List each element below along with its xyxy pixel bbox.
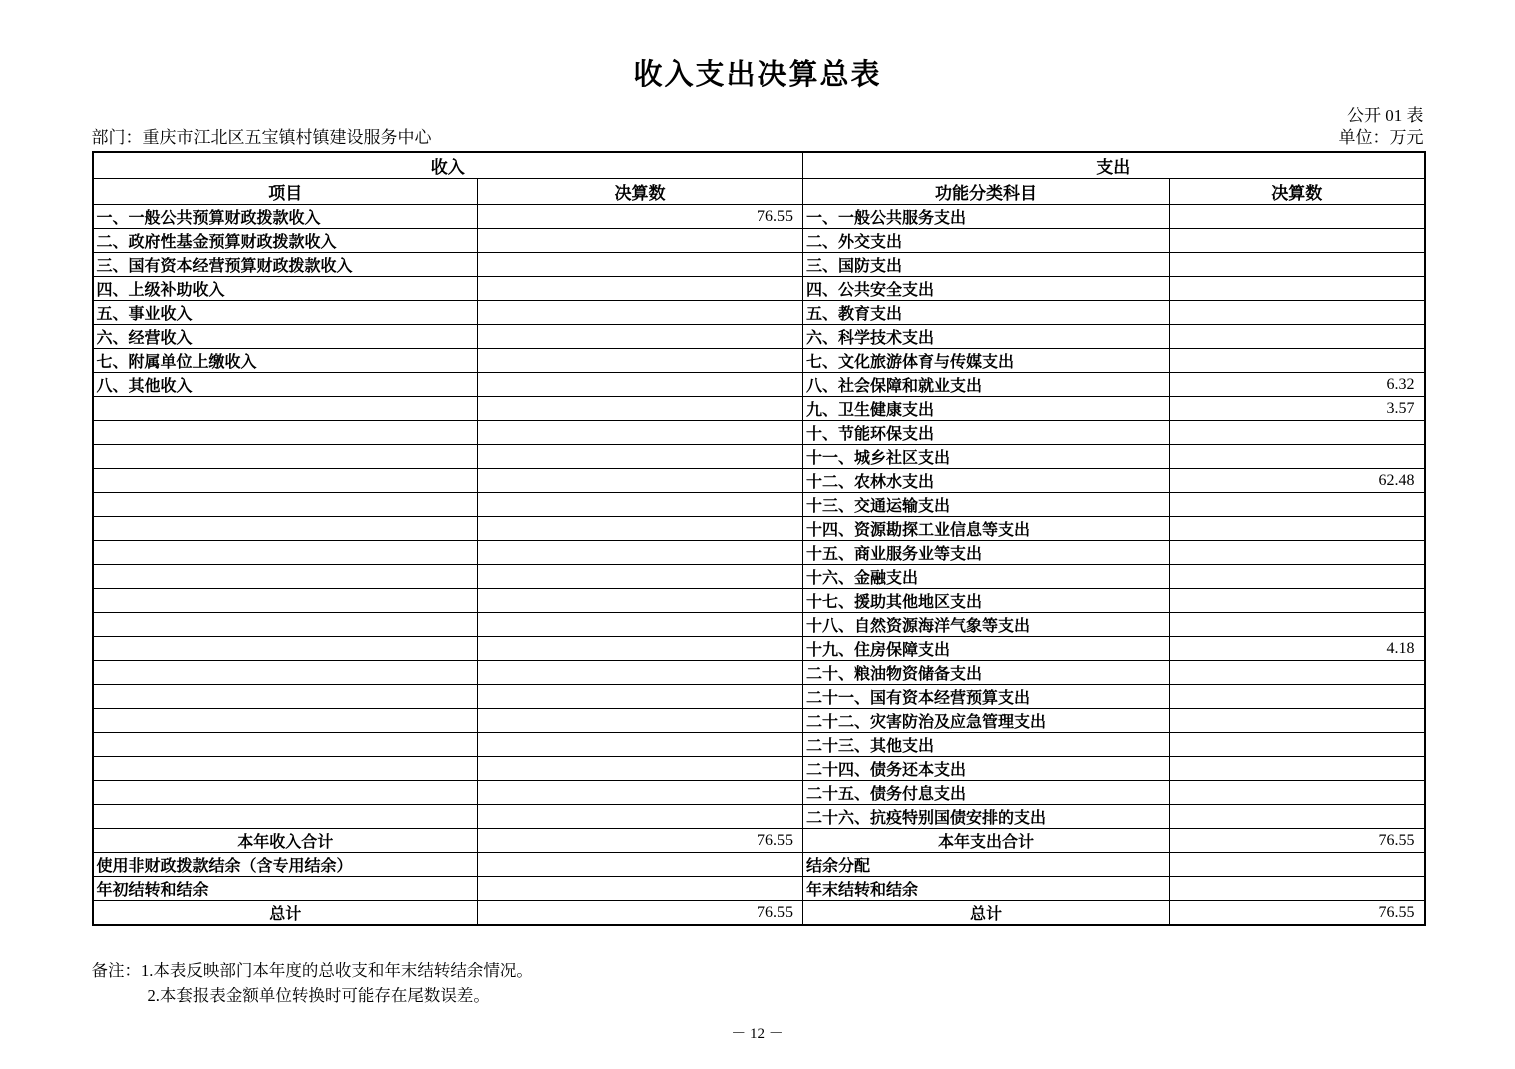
expense-amount-value	[1170, 421, 1425, 445]
table-row	[93, 325, 1425, 349]
income-amount-value	[478, 757, 803, 781]
table-row	[93, 421, 1425, 445]
table-row	[93, 709, 1425, 733]
expense-amount-value	[1170, 517, 1425, 541]
expense-amount-value	[1170, 877, 1425, 901]
income-amount-value	[478, 397, 803, 421]
expense-amount-value	[1170, 589, 1425, 613]
expense-item-label: 十二、农林水支出	[803, 469, 1170, 493]
income-amount-value	[478, 421, 803, 445]
income-item-label	[93, 637, 478, 661]
expense-item-label: 十、节能环保支出	[803, 421, 1170, 445]
income-item-label	[93, 469, 478, 493]
table-row	[93, 661, 1425, 685]
table-row	[93, 733, 1425, 757]
income-amount-value	[478, 325, 803, 349]
expense-amount-value	[1170, 229, 1425, 253]
income-item-label: 五、事业收入	[93, 301, 478, 325]
income-item-label: 年初结转和结余	[93, 877, 478, 901]
expense-amount-value	[1170, 853, 1425, 877]
meta-line	[92, 127, 1424, 149]
expense-item-label: 十六、金融支出	[803, 565, 1170, 589]
department-label: 部门：重庆市江北区五宝镇村镇建设服务中心	[91, 128, 432, 147]
income-item-col-header: 项目	[93, 179, 478, 205]
income-amount-value: 76.55	[478, 901, 803, 926]
expense-item-label: 八、社会保障和就业支出	[803, 373, 1170, 397]
table-row	[93, 517, 1425, 541]
expense-amount-value	[1170, 301, 1425, 325]
table-row	[93, 685, 1425, 709]
expense-item-label: 二十四、债务还本支出	[803, 757, 1170, 781]
income-item-label	[93, 805, 478, 829]
income-amount-value	[478, 877, 803, 901]
income-amount-value	[478, 733, 803, 757]
expense-item-label: 二十一、国有资本经营预算支出	[803, 685, 1170, 709]
income-item-label	[93, 733, 478, 757]
income-item-label	[93, 565, 478, 589]
income-amount-value	[478, 229, 803, 253]
expense-item-label: 十四、资源勘探工业信息等支出	[803, 517, 1170, 541]
expense-amount-value	[1170, 733, 1425, 757]
table-row	[93, 805, 1425, 829]
expense-amount-value	[1170, 205, 1425, 229]
income-amount-value	[478, 253, 803, 277]
table-row	[93, 565, 1425, 589]
expense-item-label: 十八、自然资源海洋气象等支出	[803, 613, 1170, 637]
notes	[92, 958, 1424, 1008]
document-sheet	[92, 0, 1424, 1008]
table-code-label: 公开 01 表	[1347, 106, 1424, 125]
income-item-label	[93, 517, 478, 541]
expense-item-label: 一、一般公共服务支出	[803, 205, 1170, 229]
expense-item-label: 二十五、债务付息支出	[803, 781, 1170, 805]
income-item-label	[93, 661, 478, 685]
expense-amount-value: 76.55	[1170, 901, 1425, 926]
income-item-label	[93, 493, 478, 517]
expense-amount-col-header: 决算数	[1170, 179, 1425, 205]
income-amount-value	[478, 301, 803, 325]
expense-item-label: 九、卫生健康支出	[803, 397, 1170, 421]
income-item-label: 使用非财政拨款结余（含专用结余）	[93, 853, 478, 877]
table-row	[93, 757, 1425, 781]
table-row	[93, 853, 1425, 877]
income-amount-value	[478, 781, 803, 805]
income-item-label	[93, 685, 478, 709]
expense-amount-value: 76.55	[1170, 829, 1425, 853]
expense-item-label: 六、科学技术支出	[803, 325, 1170, 349]
income-item-label: 六、经营收入	[93, 325, 478, 349]
expense-amount-value	[1170, 709, 1425, 733]
income-amount-value	[478, 613, 803, 637]
expense-amount-value	[1170, 565, 1425, 589]
expense-item-col-header: 功能分类科目	[803, 179, 1170, 205]
table-row	[93, 541, 1425, 565]
expense-item-label: 二十、粮油物资储备支出	[803, 661, 1170, 685]
income-amount-col-header: 决算数	[478, 179, 803, 205]
expense-amount-value: 62.48	[1170, 469, 1425, 493]
table-row	[93, 901, 1425, 926]
income-item-label	[93, 613, 478, 637]
table-row	[93, 277, 1425, 301]
expense-amount-value	[1170, 541, 1425, 565]
income-item-label: 四、上级补助收入	[93, 277, 478, 301]
table-row	[93, 829, 1425, 853]
column-header-row	[93, 179, 1425, 205]
expense-amount-value	[1170, 613, 1425, 637]
income-item-label: 八、其他收入	[93, 373, 478, 397]
page-number: － 12 －	[731, 1026, 784, 1042]
income-item-label	[93, 781, 478, 805]
income-amount-value: 76.55	[478, 829, 803, 853]
expense-item-label: 十三、交通运输支出	[803, 493, 1170, 517]
expense-amount-value	[1170, 253, 1425, 277]
table-row	[93, 781, 1425, 805]
expense-amount-value: 4.18	[1170, 637, 1425, 661]
income-item-label	[93, 445, 478, 469]
income-item-label: 本年收入合计	[93, 829, 478, 853]
income-section-header: 收入	[93, 152, 803, 179]
expense-item-label: 二十六、抗疫特别国债安排的支出	[803, 805, 1170, 829]
expense-amount-value	[1170, 325, 1425, 349]
income-amount-value	[478, 373, 803, 397]
expense-amount-value	[1170, 805, 1425, 829]
table-row	[93, 445, 1425, 469]
table-row	[93, 469, 1425, 493]
expense-amount-value	[1170, 349, 1425, 373]
income-item-label	[93, 709, 478, 733]
income-item-label	[93, 541, 478, 565]
expense-item-label: 十五、商业服务业等支出	[803, 541, 1170, 565]
expense-item-label: 五、教育支出	[803, 301, 1170, 325]
income-item-label	[93, 421, 478, 445]
income-item-label	[93, 589, 478, 613]
income-item-label: 二、政府性基金预算财政拨款收入	[93, 229, 478, 253]
income-item-label	[93, 397, 478, 421]
table-row	[93, 397, 1425, 421]
expense-item-label: 年末结转和结余	[803, 877, 1170, 901]
expense-item-label: 二、外交支出	[803, 229, 1170, 253]
table-row	[93, 253, 1425, 277]
notes-line-2: 2.本套报表金额单位转换时可能存在尾数误差。	[147, 986, 490, 1005]
expense-item-label: 七、文化旅游体育与传媒支出	[803, 349, 1170, 373]
income-item-label	[93, 757, 478, 781]
expense-item-label: 十九、住房保障支出	[803, 637, 1170, 661]
notes-line-1: 备注：1.本表反映部门本年度的总收支和年末结转结余情况。	[91, 961, 533, 980]
expense-item-label: 四、公共安全支出	[803, 277, 1170, 301]
page-title: 收入支出决算总表	[633, 59, 882, 91]
expense-amount-value	[1170, 661, 1425, 685]
expense-amount-value	[1170, 757, 1425, 781]
income-amount-value	[478, 805, 803, 829]
income-amount-value	[478, 661, 803, 685]
income-item-label: 三、国有资本经营预算财政拨款收入	[93, 253, 478, 277]
expense-item-label: 总计	[803, 901, 1170, 926]
income-amount-value	[478, 469, 803, 493]
table-row	[93, 373, 1425, 397]
expense-item-label: 结余分配	[803, 853, 1170, 877]
accounts-table	[92, 151, 1426, 926]
expense-amount-value	[1170, 445, 1425, 469]
table-row	[93, 637, 1425, 661]
expense-amount-value: 3.57	[1170, 397, 1425, 421]
expense-amount-value	[1170, 277, 1425, 301]
table-body	[93, 205, 1425, 926]
expense-item-label: 二十三、其他支出	[803, 733, 1170, 757]
section-header-row	[93, 152, 1425, 179]
income-amount-value	[478, 541, 803, 565]
income-amount-value	[478, 853, 803, 877]
unit-label: 单位：万元	[1338, 128, 1424, 147]
income-item-label: 总计	[93, 901, 478, 926]
table-row	[93, 229, 1425, 253]
expense-amount-value	[1170, 493, 1425, 517]
table-row	[93, 493, 1425, 517]
expense-item-label: 三、国防支出	[803, 253, 1170, 277]
income-amount-value	[478, 637, 803, 661]
table-row	[93, 877, 1425, 901]
income-item-label: 七、附属单位上缴收入	[93, 349, 478, 373]
expense-amount-value	[1170, 781, 1425, 805]
expense-amount-value: 6.32	[1170, 373, 1425, 397]
expense-item-label: 二十二、灾害防治及应急管理支出	[803, 709, 1170, 733]
table-row	[93, 613, 1425, 637]
expense-item-label: 十七、援助其他地区支出	[803, 589, 1170, 613]
income-amount-value: 76.55	[478, 205, 803, 229]
income-amount-value	[478, 589, 803, 613]
income-amount-value	[478, 277, 803, 301]
table-row	[93, 589, 1425, 613]
income-amount-value	[478, 517, 803, 541]
income-amount-value	[478, 709, 803, 733]
income-amount-value	[478, 349, 803, 373]
income-amount-value	[478, 445, 803, 469]
table-row	[93, 349, 1425, 373]
expense-item-label: 本年支出合计	[803, 829, 1170, 853]
income-amount-value	[478, 493, 803, 517]
income-item-label: 一、一般公共预算财政拨款收入	[93, 205, 478, 229]
table-row	[93, 301, 1425, 325]
income-amount-value	[478, 685, 803, 709]
expense-section-header: 支出	[803, 152, 1425, 179]
income-amount-value	[478, 565, 803, 589]
expense-item-label: 十一、城乡社区支出	[803, 445, 1170, 469]
expense-amount-value	[1170, 685, 1425, 709]
table-row	[93, 205, 1425, 229]
